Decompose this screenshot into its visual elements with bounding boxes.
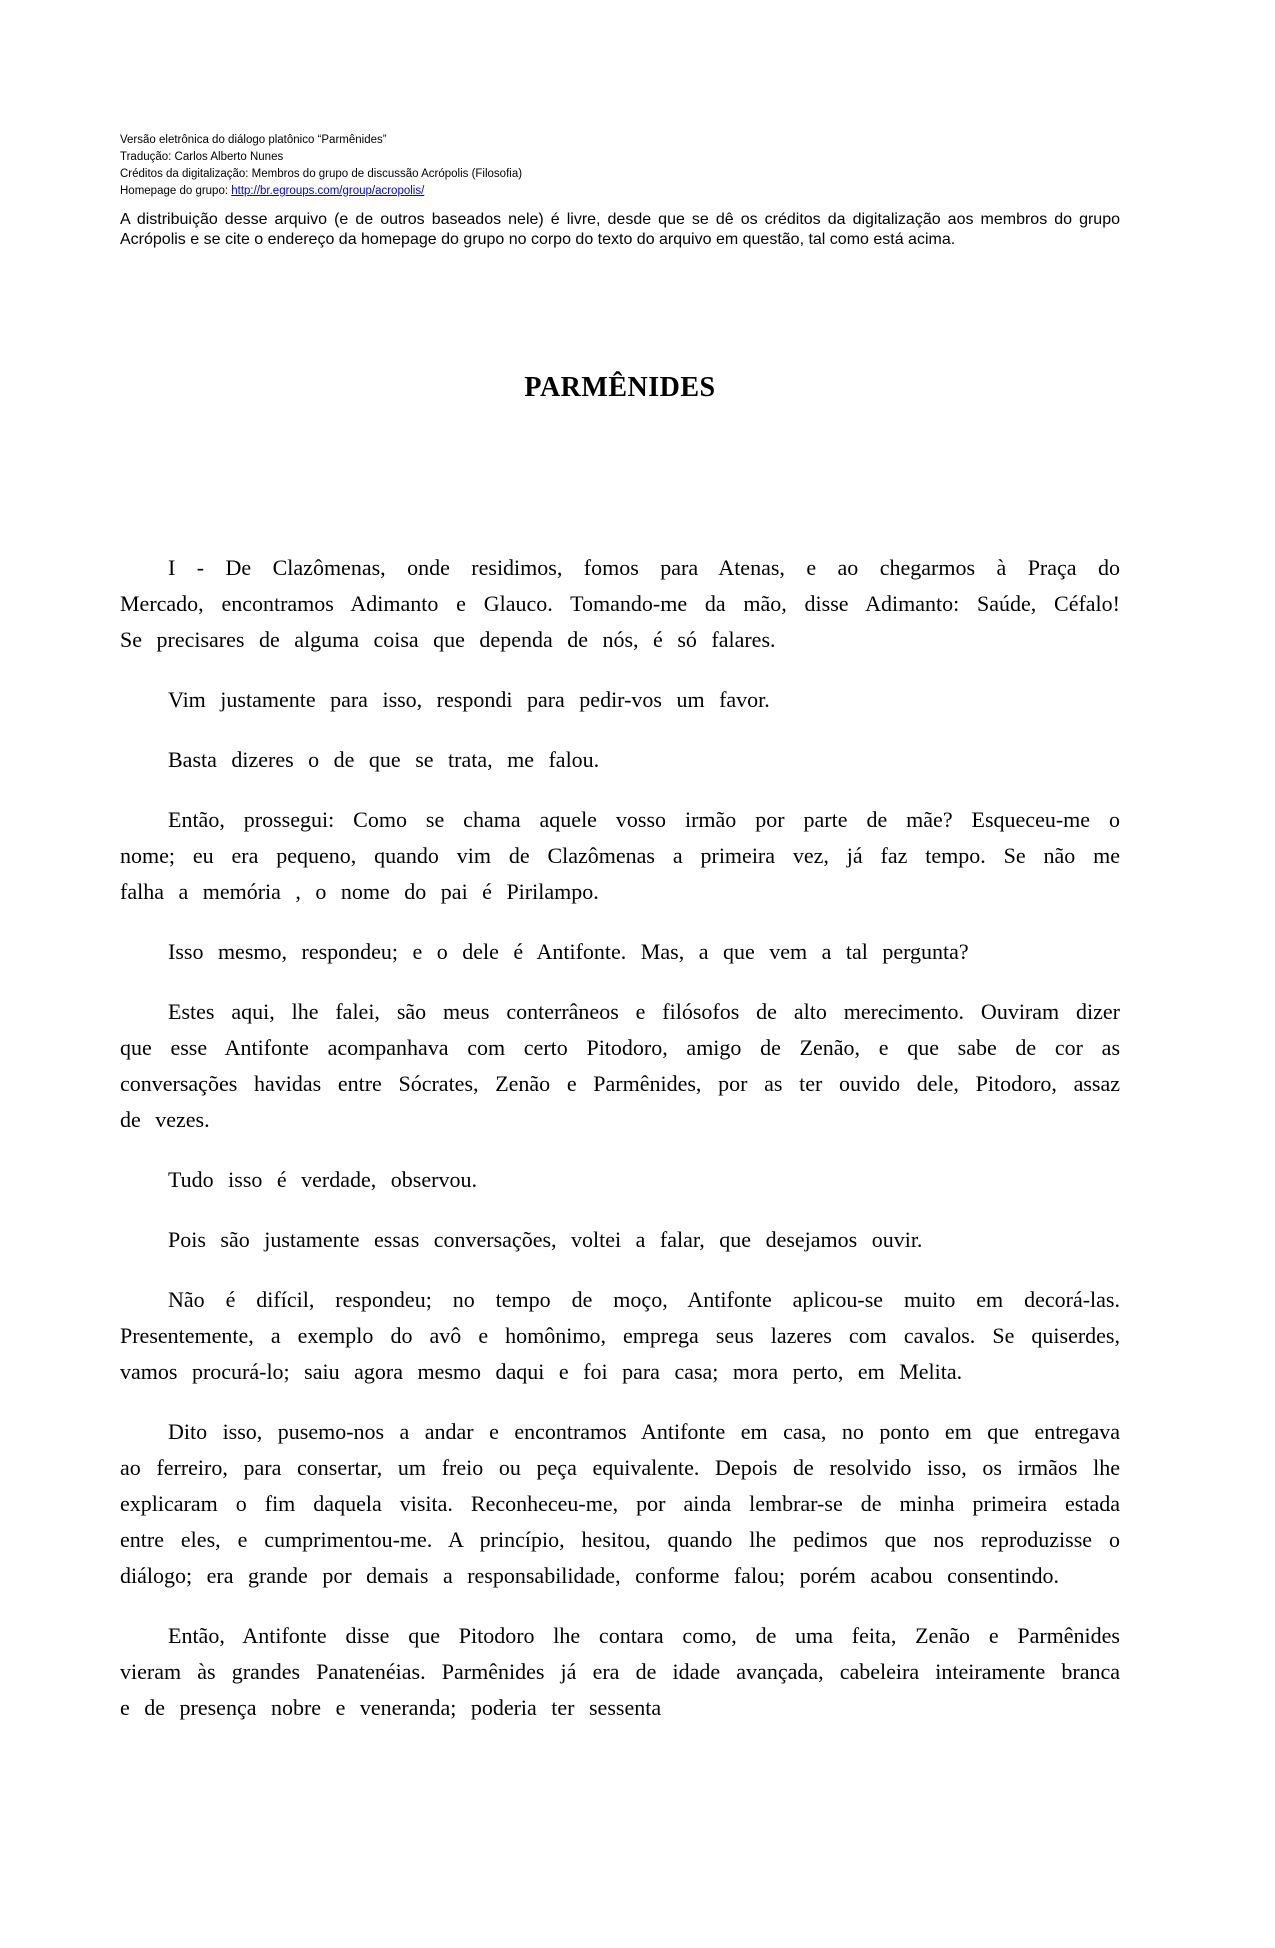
body-paragraph: Pois são justamente essas conversações, voltei a falar, que desejamos ouvir. xyxy=(168,1227,923,1252)
body-paragraph: Então, Antifonte disse que Pitodoro lhe contara como, de uma feita, Zenão e Parmênides vieram às grandes Panatenéias. Parmênides já era de idade avançada, cabeleira inteiramente branca e de presença nobre e veneranda; poderia ter sessenta xyxy=(120,1623,1120,1720)
homepage-link[interactable]: http://br.egroups.com/group/acropolis/ xyxy=(231,185,425,197)
body-paragraph: Então, prossegui: Como se chama aquele vosso irmão por parte de mãe? Esqueceu-me o nome; eu era pequeno, quando vim de Clazômenas a primeira vez, já faz tempo. Se não me falha a memória , o nome do pai é Pirilampo. xyxy=(120,807,1120,904)
header-line-homepage xyxy=(120,183,1120,200)
page-header xyxy=(120,132,1120,200)
header-line-translation: Tradução: Carlos Alberto Nunes xyxy=(120,151,284,163)
header-line-version: Versão eletrônica do diálogo platônico “Parmênides” xyxy=(120,134,387,146)
body-paragraph: Não é difícil, respondeu; no tempo de moço, Antifonte aplicou-se muito em decorá-las. Presentemente, a exemplo do avô e homônimo, emprega seus lazeres com cavalos. Se quiserdes, vamos procurá-lo; saiu agora mesmo daqui e foi para casa; mora perto, em Melita. xyxy=(120,1287,1120,1384)
document-body xyxy=(120,550,1120,1726)
body-paragraph: Vim justamente para isso, respondi para pedir-vos um favor. xyxy=(168,687,770,712)
body-paragraph: Isso mesmo, respondeu; e o dele é Antifonte. Mas, a que vem a tal pergunta? xyxy=(168,939,969,964)
body-paragraph: I - De Clazômenas, onde residimos, fomos para Atenas, e ao chegarmos à Praça do Mercado, encontramos Adimanto e Glauco. Tomando-me da mão, disse Adimanto: Saúde, Céfalo! Se precisares de alguma coisa que dependa de nós, é só falares. xyxy=(120,555,1120,652)
body-paragraph: Estes aqui, lhe falei, são meus conterrâneos e filósofos de alto merecimento. Ouviram dizer que esse Antifonte acompanhava com certo Pitodoro, amigo de Zenão, e que sabe de cor as conversações havidas entre Sócrates, Zenão e Parmênides, por as ter ouvido dele, Pitodoro, assaz de vezes. xyxy=(120,999,1120,1132)
document-title: PARMÊNIDES xyxy=(524,372,716,403)
header-line-credits: Créditos da digitalização: Membros do grupo de discussão Acrópolis (Filosofia) xyxy=(120,168,523,180)
body-paragraph: Basta dizeres o de que se trata, me falou. xyxy=(168,747,600,772)
body-paragraph: Dito isso, pusemo-nos a andar e encontramos Antifonte em casa, no ponto em que entregava ao ferreiro, para consertar, um freio ou peça equivalente. Depois de resolvido isso, os irmãos lhe explicaram o fim daquela visita. Reconheceu-me, por ainda lembrar-se de minha primeira estada entre eles, e cumprimentou-me. A princípio, hesitou, quando lhe pedimos que nos reproduzisse o diálogo; era grande por demais a responsabilidade, conforme falou; porém acabou consentindo. xyxy=(120,1419,1120,1588)
body-paragraph: Tudo isso é verdade, observou. xyxy=(168,1167,477,1192)
distribution-notice: A distribuição desse arquivo (e de outros baseados nele) é livre, desde que se dê os créditos da digitalização aos membros do grupo Acrópolis e se cite o endereço da homepage do grupo no corpo do texto do arquivo em questão, tal como está acima. xyxy=(120,211,1120,248)
homepage-label: Homepage do grupo: xyxy=(120,185,232,197)
